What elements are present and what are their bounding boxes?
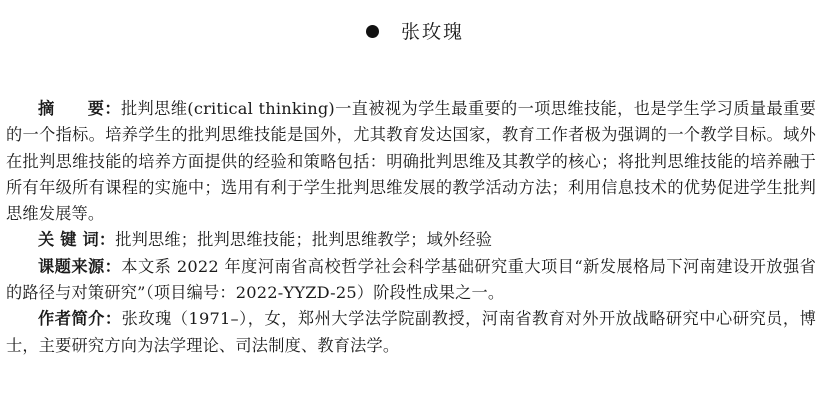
- funding-label: 课题来源：: [38, 256, 122, 276]
- abstract-label: 摘 要：: [38, 99, 121, 118]
- abstract-paragraph: [6, 96, 816, 227]
- author-name: 张玫瑰: [400, 21, 464, 43]
- funding-paragraph: [6, 254, 816, 307]
- bio-text: 张玫瑰（1971–），女，郑州大学法学院副教授，河南省教育对外开放战略研究中心研究员，博士，主要研究方向为法学理论、司法制度、教育法学。: [6, 309, 816, 355]
- author-heading: [0, 17, 830, 47]
- bio-label: 作者简介：: [38, 309, 122, 329]
- funding-text: 本文系 2022 年度河南省高校哲学社会科学基础研究重大项目“新发展格局下河南建设开放强省的路径与对策研究”（项目编号：2022-YYZD-25）阶段性成果之一。: [6, 256, 817, 303]
- keywords-paragraph: [6, 227, 816, 253]
- keywords-text: 批判思维；批判思维技能；批判思维教学；域外经验: [115, 230, 493, 250]
- abstract-text: 批判思维(critical thinking)一直被视为学生最重要的一项思维技能，也是学生学习质量最重要的一个指标。培养学生的批判思维技能是国外，尤其教育发达国家，教育工作者极为强调的一个教学目标。域外在批判思维技能的培养方面提供的经验和策略包括：明确批判思维及其教学的核心；将批判思维技能的培养融于所有年级所有课程的实施中；选用有利于学生批判思维发展的教学活动方法；利用信息技术的优势促进学生批判思维发展等。: [6, 99, 817, 224]
- bullet-icon: [366, 25, 379, 38]
- article-front-matter: [6, 96, 816, 359]
- keywords-label: 关 键 词：: [38, 230, 116, 250]
- bio-paragraph: [6, 306, 816, 359]
